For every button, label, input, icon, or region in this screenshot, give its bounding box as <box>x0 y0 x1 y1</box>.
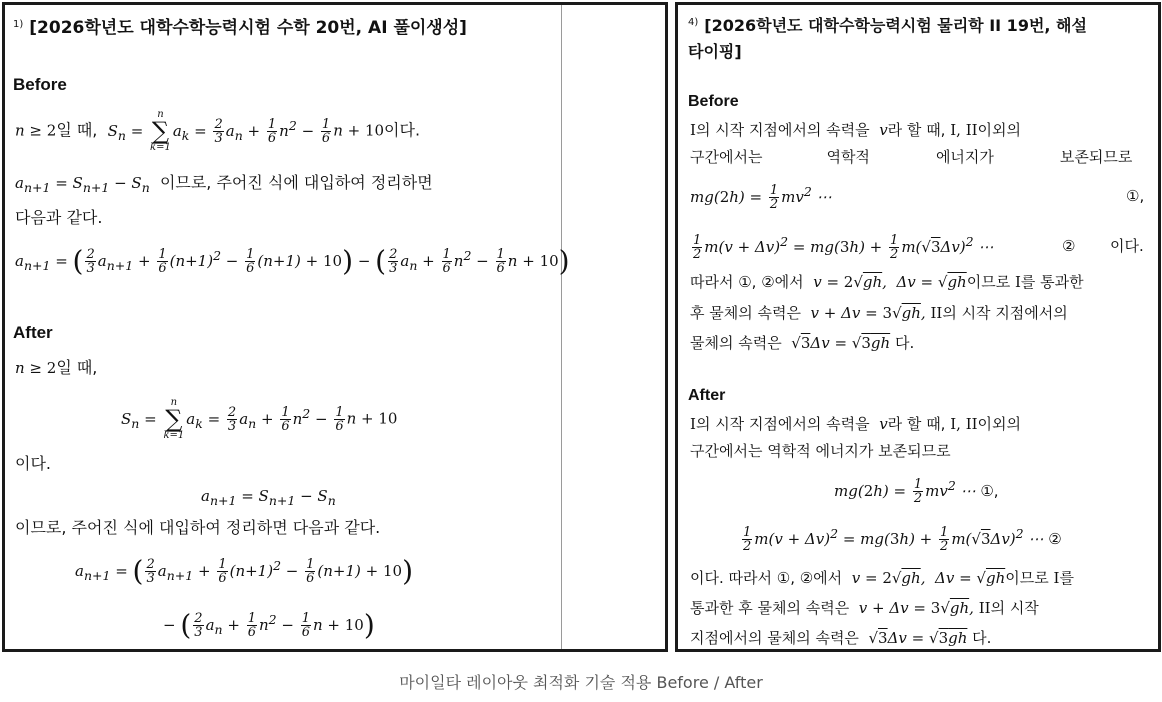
physics-header-line-2: 타이핑] <box>688 42 742 61</box>
before-equation-2: $\frac{1}{2}$ $m(v + \Delta v)^2 = mg(3h)$ + $\frac{1}{2}$ $m(√3\Delta v)^2$ ⋯ <box>693 233 994 262</box>
footnote-number: 1) <box>13 19 24 30</box>
physics-header-line-1: [2026학년도 대학수학능력시험 물리학 II 19번, 해설 <box>704 16 1087 35</box>
before-eq2-tag: ② <box>1062 237 1076 255</box>
after-equation-2: $\frac{1}{2}$ $m(v + \Delta v)^2 = mg(3h)$ + $\frac{1}{2}$ $m(√3\Delta v)^2$ ⋯ ② <box>743 525 1062 554</box>
before-label: Before <box>13 75 67 94</box>
before-equation-1: mg(2h) = $\frac{1}{2}$ $mv^2$ ⋯ <box>690 183 832 212</box>
after-eq1-tag: ①, <box>980 482 999 500</box>
after-equation-2: − ( $\frac{2}{3}$ $a_n$ + $\frac{1}{6}$ $n^2$ − $\frac{1}{6}$ n + 10) <box>163 608 375 642</box>
before-line-2: 구간에서는 역학적 에너지가 보존되므로 <box>690 148 1133 166</box>
after-line-3: 이므로, 주어진 식에 대입하여 정리하면 다음과 같다. <box>15 518 381 537</box>
after-label: After <box>688 387 726 404</box>
before-line-6: 후 물체의 속력은 v + Δv = 3√gh, II의 시작 지점에서의 <box>690 304 1068 322</box>
after-line-5: 이다. 따라서 ①, ②에서 v = 2√gh, Δv = √gh이므로 I를 <box>690 569 1074 587</box>
footnote-number: 4) <box>688 17 699 28</box>
physics-header <box>688 13 1087 36</box>
after-line-2: 이다. <box>15 454 51 473</box>
after-equation-1: mg(2h) = $\frac{1}{2}$ $mv^2$ ⋯ ①, <box>834 477 999 506</box>
after-recurrence: $a_{n+1} = S_{n+1} - S_n$ <box>201 487 336 508</box>
before-line-1: I의 시작 지점에서의 속력을 v라 할 때, I, II이외의 <box>690 121 1022 139</box>
before-equation: $a_{n+1}$ = ( $\frac{2}{3}$ $a_{n+1}$ + $\frac{1}{6}$ $(n+1)^2$ − $\frac{1}{6}$ (n+1) + 10) − ( $\frac{2}{3}$ $a_n$ + $\frac{1}{6}$ $n^2$ − $\frac{1}{6}$ n + 10) <box>15 244 570 278</box>
before-line-3: 다음과 같다. <box>15 208 103 227</box>
after-line-1: n ≥ 2일 때, <box>15 358 98 377</box>
math-header-text: [2026학년도 대학수학능력시험 수학 20번, AI 풀이생성] <box>29 18 467 38</box>
before-line-7: 물체의 속력은 √3Δv = √3gh 다. <box>690 334 915 352</box>
before-line-5: 따라서 ①, ②에서 v = 2√gh, Δv = √gh이므로 I를 통과한 <box>690 273 1084 291</box>
after-sum-equation: $S_n$ = n ∑ k=1 $a_k$ = $\frac{2}{3}$ $a_n$ + $\frac{1}{6}$ $n^2$ − $\frac{1}{6}$ n + 10 <box>121 397 398 441</box>
after-eq2-tag: ② <box>1048 530 1062 548</box>
math-header <box>13 13 467 38</box>
after-line-7: 지점에서의 물체의 속력은 √3Δv = √3gh 다. <box>690 629 992 647</box>
after-label: After <box>13 323 53 342</box>
before-line-1: n ≥ 2일 때, $S_n$ = n ∑ k=1 $a_k$ = $\frac{2}{3}$ $a_n$ + $\frac{1}{6}$ $n^2$ − $\frac{1}{6}$ n + 10이다. <box>15 109 421 153</box>
column-divider <box>561 5 562 649</box>
before-label: Before <box>688 93 739 110</box>
after-equation-1: $a_{n+1}$ = ( $\frac{2}{3}$ $a_{n+1}$ + $\frac{1}{6}$ $(n+1)^2$ − $\frac{1}{6}$ (n+1) + 10) <box>75 554 414 588</box>
after-line-1: I의 시작 지점에서의 속력을 v라 할 때, I, II이외의 <box>690 415 1022 433</box>
before-line-2: $a_{n+1} = S_{n+1} - S_n$ 이므로, 주어진 식에 대입하여 정리하면 <box>15 173 433 195</box>
math-panel <box>2 2 668 652</box>
after-line-6: 통과한 후 물체의 속력은 v + Δv = 3√gh, II의 시작 <box>690 599 1039 617</box>
before-eq1-tag: ①, <box>1126 187 1145 205</box>
after-line-2: 구간에서는 역학적 에너지가 보존되므로 <box>690 442 951 460</box>
figure-caption: 마이일타 레이아웃 최적화 기술 적용 Before / After <box>399 673 763 692</box>
physics-panel <box>675 2 1161 652</box>
before-eq2-end: 이다. <box>1110 237 1144 255</box>
